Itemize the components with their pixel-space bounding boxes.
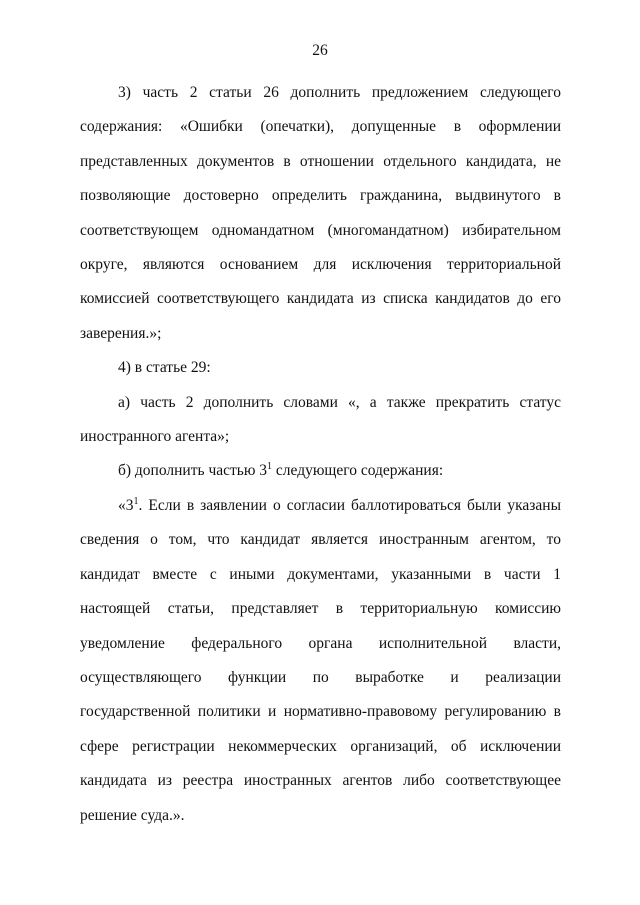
paragraph-part-3-1-body: . Если в заявлении о согласии баллотироваться были указаны сведения о том, что кандидат является иностранным агентом, то кандидат вместе с иными документами, указанными в части 1 настоящей статьи, представляет в территориальную комиссию уведомление федерального органа исполнительной власти, осуществляющего функции по выработке и реализации государственной политики и нормативно-правовому регулированию в сфере регистрации некоммерческих организаций, об исключении кандидата из реестра иностранных агентов либо соответствующее решение суда.». — [80, 496, 561, 824]
page-number: 26 — [312, 42, 328, 59]
document-body — [80, 76, 561, 833]
paragraph-subitem-a: а) часть 2 дополнить словами «, а также прекратить статус иностранного агента»; — [80, 393, 561, 446]
superscript-marker: 1 — [267, 461, 273, 473]
paragraph-subitem-b-lead: б) дополнить частью 3 — [118, 462, 268, 480]
paragraph-subitem-b — [80, 454, 561, 488]
paragraph-item-4-art-29: 4) в статье 29: — [118, 359, 211, 377]
paragraph-subitem-b-tail: следующего содержания: — [272, 462, 444, 480]
paragraph-part-3-1-text — [80, 489, 561, 833]
paragraph-part-3-1-lead: «3 — [118, 496, 134, 514]
superscript-marker: 1 — [133, 495, 139, 507]
paragraph-item-3-amendment-art-26: 3) часть 2 статьи 26 дополнить предложением следующего содержания: «Ошибки (опечатки), допущенные в оформлении представленных документов в отношении отдельного кандидата, не позволяющие достоверно определить гражданина, выдвинутого в соответствующем одномандатном (многомандатном) избирательном округе, являются основанием для исключения территориальной комиссией соответствующего кандидата из списка кандидатов до его заверения.»; — [80, 84, 561, 342]
